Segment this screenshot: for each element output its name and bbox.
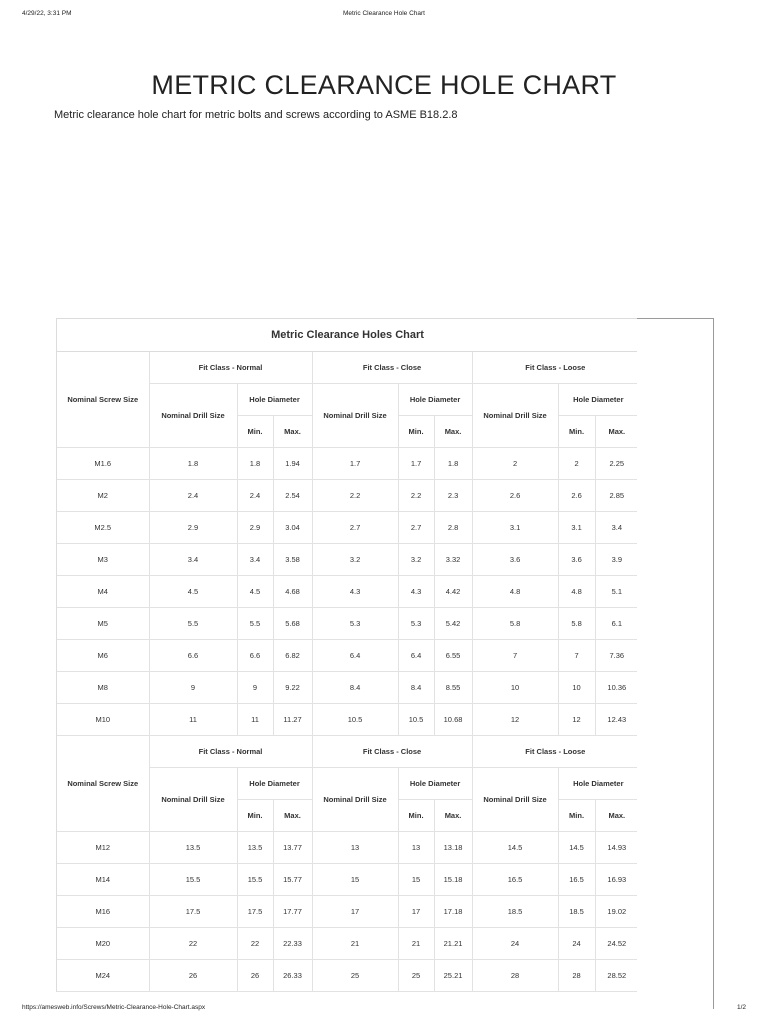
table-cell: 2	[472, 448, 558, 480]
table-cell: 28.52	[595, 960, 638, 992]
header-hole-diameter: Hole Diameter	[398, 384, 472, 416]
print-footer	[22, 1004, 746, 1014]
header-max: Max.	[273, 416, 312, 448]
page-title: METRIC CLEARANCE HOLE CHART	[151, 70, 617, 100]
header-min: Min.	[398, 800, 434, 832]
table-cell: 10.68	[434, 704, 472, 736]
table-cell: 24	[558, 928, 595, 960]
screw-size-cell: M16	[57, 896, 149, 928]
table-cell: 1.8	[237, 448, 273, 480]
table-row	[57, 448, 638, 480]
header-nominal-drill-size: Nominal Drill Size	[312, 768, 398, 832]
header-hole-diameter: Hole Diameter	[558, 768, 638, 800]
screw-size-cell: M14	[57, 864, 149, 896]
screw-size-cell: M6	[57, 640, 149, 672]
table-cell: 17.77	[273, 896, 312, 928]
table-cell: 25	[398, 960, 434, 992]
table-row	[57, 960, 638, 992]
table-cell: 2.7	[312, 512, 398, 544]
table-row	[57, 576, 638, 608]
table-cell: 15.5	[237, 864, 273, 896]
print-page-title: Metric Clearance Hole Chart	[342, 10, 425, 17]
table-cell: 12	[472, 704, 558, 736]
table-cell: 5.1	[595, 576, 638, 608]
screw-size-cell: M3	[57, 544, 149, 576]
header-max: Max.	[595, 416, 638, 448]
table-cell: 13.5	[149, 832, 237, 864]
table-cell: 13	[398, 832, 434, 864]
table-cell: 5.68	[273, 608, 312, 640]
table-cell: 18.5	[472, 896, 558, 928]
table-cell: 9.22	[273, 672, 312, 704]
table-cell: 2.4	[149, 480, 237, 512]
table-row	[57, 512, 638, 544]
screw-size-cell: M2	[57, 480, 149, 512]
table-cell: 3.32	[434, 544, 472, 576]
table-cell: 3.4	[149, 544, 237, 576]
header-nominal-drill-size: Nominal Drill Size	[149, 384, 237, 448]
table-cell: 15	[398, 864, 434, 896]
table-cell: 2.6	[558, 480, 595, 512]
table-cell: 2	[558, 448, 595, 480]
table-row	[57, 704, 638, 736]
table-cell: 1.7	[312, 448, 398, 480]
print-page-number: 1/2	[736, 1004, 746, 1011]
table-cell: 13.18	[434, 832, 472, 864]
table-row	[57, 608, 638, 640]
print-date: 4/29/22, 3:31 PM	[22, 10, 72, 17]
clearance-hole-table-container	[56, 318, 639, 992]
table-cell: 6.1	[595, 608, 638, 640]
table-cell: 15.77	[273, 864, 312, 896]
table-cell: 3.9	[595, 544, 638, 576]
table-cell: 3.4	[237, 544, 273, 576]
header-nominal-screw-size: Nominal Screw Size	[57, 736, 149, 832]
table-cell: 17.5	[237, 896, 273, 928]
table-cell: 19.02	[595, 896, 638, 928]
table-cell: 6.6	[237, 640, 273, 672]
table-row	[57, 672, 638, 704]
screw-size-cell: M1.6	[57, 448, 149, 480]
table-cell: 3.6	[558, 544, 595, 576]
table-cell: 5.5	[149, 608, 237, 640]
page-description: Metric clearance hole chart for metric bolts and screws according to ASME B18.2.8	[54, 109, 458, 121]
table-cell: 9	[237, 672, 273, 704]
table-cell: 15.5	[149, 864, 237, 896]
table-row	[57, 832, 638, 864]
table-cell: 2.6	[472, 480, 558, 512]
table-cell: 10.5	[312, 704, 398, 736]
table-cell: 15	[312, 864, 398, 896]
table-cell: 6.4	[398, 640, 434, 672]
table-cell: 9	[149, 672, 237, 704]
print-url: https://amesweb.info/Screws/Metric-Clearance-Hole-Chart.aspx	[22, 1004, 206, 1011]
table-cell: 3.6	[472, 544, 558, 576]
table-cell: 6.82	[273, 640, 312, 672]
table-cell: 3.1	[558, 512, 595, 544]
header-fit-loose: Fit Class - Loose	[472, 352, 638, 384]
table-cell: 8.4	[398, 672, 434, 704]
header-nominal-drill-size: Nominal Drill Size	[149, 768, 237, 832]
header-min: Min.	[237, 416, 273, 448]
screw-size-cell: M10	[57, 704, 149, 736]
table-cell: 2.2	[398, 480, 434, 512]
table-cell: 15.18	[434, 864, 472, 896]
table-cell: 24	[472, 928, 558, 960]
table-cell: 21	[312, 928, 398, 960]
table-cell: 1.8	[434, 448, 472, 480]
table-cell: 3.4	[595, 512, 638, 544]
header-hole-diameter: Hole Diameter	[237, 768, 312, 800]
table-cell: 22.33	[273, 928, 312, 960]
table-cell: 26.33	[273, 960, 312, 992]
header-min: Min.	[398, 416, 434, 448]
table-cell: 14.5	[558, 832, 595, 864]
table-cell: 13	[312, 832, 398, 864]
table-cell: 4.8	[472, 576, 558, 608]
header-min: Min.	[237, 800, 273, 832]
table-cell: 12	[558, 704, 595, 736]
header-max: Max.	[273, 800, 312, 832]
table-cell: 10.5	[398, 704, 434, 736]
table-cell: 26	[237, 960, 273, 992]
header-max: Max.	[434, 416, 472, 448]
clearance-hole-table	[57, 352, 638, 992]
table-cell: 6.55	[434, 640, 472, 672]
table-cell: 10	[558, 672, 595, 704]
table-row	[57, 640, 638, 672]
table-cell: 3.1	[472, 512, 558, 544]
header-fit-close: Fit Class - Close	[312, 352, 472, 384]
screw-size-cell: M2.5	[57, 512, 149, 544]
table-cell: 25	[312, 960, 398, 992]
table-cell: 28	[472, 960, 558, 992]
table-cell: 2.3	[434, 480, 472, 512]
header-max: Max.	[595, 800, 638, 832]
page-frame-edge	[637, 318, 714, 1009]
table-cell: 2.4	[237, 480, 273, 512]
screw-size-cell: M20	[57, 928, 149, 960]
screw-size-cell: M5	[57, 608, 149, 640]
print-header	[22, 10, 746, 22]
table-cell: 6.6	[149, 640, 237, 672]
screw-size-cell: M12	[57, 832, 149, 864]
table-row	[57, 864, 638, 896]
table-cell: 28	[558, 960, 595, 992]
table-cell: 2.9	[149, 512, 237, 544]
header-row-fit-class	[57, 352, 638, 384]
table-cell: 2.7	[398, 512, 434, 544]
table-cell: 24.52	[595, 928, 638, 960]
table-cell: 11	[237, 704, 273, 736]
table-cell: 10	[472, 672, 558, 704]
header-hole-diameter: Hole Diameter	[558, 384, 638, 416]
table-cell: 7.36	[595, 640, 638, 672]
header-row-fit-class	[57, 736, 638, 768]
table-cell: 7	[558, 640, 595, 672]
screw-size-cell: M8	[57, 672, 149, 704]
table-cell: 1.7	[398, 448, 434, 480]
table-cell: 13.77	[273, 832, 312, 864]
table-cell: 11	[149, 704, 237, 736]
header-fit-loose: Fit Class - Loose	[472, 736, 638, 768]
table-cell: 4.5	[237, 576, 273, 608]
table-cell: 2.54	[273, 480, 312, 512]
table-cell: 25.21	[434, 960, 472, 992]
table-cell: 4.8	[558, 576, 595, 608]
table-cell: 17	[398, 896, 434, 928]
table-cell: 5.3	[398, 608, 434, 640]
table-cell: 21	[398, 928, 434, 960]
table-cell: 2.8	[434, 512, 472, 544]
table-cell: 3.04	[273, 512, 312, 544]
table-cell: 17.18	[434, 896, 472, 928]
table-row	[57, 480, 638, 512]
header-fit-normal: Fit Class - Normal	[149, 736, 312, 768]
table-cell: 22	[149, 928, 237, 960]
table-cell: 5.5	[237, 608, 273, 640]
table-cell: 1.8	[149, 448, 237, 480]
table-cell: 3.2	[312, 544, 398, 576]
table-cell: 21.21	[434, 928, 472, 960]
table-cell: 16.5	[472, 864, 558, 896]
table-cell: 17	[312, 896, 398, 928]
header-fit-normal: Fit Class - Normal	[149, 352, 312, 384]
table-title: Metric Clearance Holes Chart	[57, 319, 638, 352]
table-cell: 17.5	[149, 896, 237, 928]
header-nominal-drill-size: Nominal Drill Size	[472, 768, 558, 832]
table-cell: 18.5	[558, 896, 595, 928]
table-cell: 16.93	[595, 864, 638, 896]
table-cell: 8.55	[434, 672, 472, 704]
header-fit-close: Fit Class - Close	[312, 736, 472, 768]
table-cell: 8.4	[312, 672, 398, 704]
table-cell: 4.5	[149, 576, 237, 608]
header-hole-diameter: Hole Diameter	[237, 384, 312, 416]
table-cell: 14.5	[472, 832, 558, 864]
header-nominal-screw-size: Nominal Screw Size	[57, 352, 149, 448]
table-cell: 4.42	[434, 576, 472, 608]
table-cell: 14.93	[595, 832, 638, 864]
table-cell: 5.3	[312, 608, 398, 640]
table-cell: 1.94	[273, 448, 312, 480]
header-min: Min.	[558, 416, 595, 448]
table-cell: 6.4	[312, 640, 398, 672]
header-max: Max.	[434, 800, 472, 832]
table-cell: 4.3	[312, 576, 398, 608]
table-cell: 5.42	[434, 608, 472, 640]
header-nominal-drill-size: Nominal Drill Size	[472, 384, 558, 448]
table-cell: 11.27	[273, 704, 312, 736]
table-cell: 22	[237, 928, 273, 960]
table-cell: 3.58	[273, 544, 312, 576]
table-cell: 5.8	[472, 608, 558, 640]
screw-size-cell: M24	[57, 960, 149, 992]
table-row	[57, 928, 638, 960]
table-cell: 2.25	[595, 448, 638, 480]
table-cell: 16.5	[558, 864, 595, 896]
table-cell: 2.2	[312, 480, 398, 512]
table-row	[57, 896, 638, 928]
table-cell: 4.68	[273, 576, 312, 608]
table-cell: 12.43	[595, 704, 638, 736]
table-cell: 7	[472, 640, 558, 672]
table-cell: 2.85	[595, 480, 638, 512]
table-cell: 3.2	[398, 544, 434, 576]
table-cell: 2.9	[237, 512, 273, 544]
header-hole-diameter: Hole Diameter	[398, 768, 472, 800]
table-cell: 26	[149, 960, 237, 992]
table-cell: 10.36	[595, 672, 638, 704]
table-cell: 13.5	[237, 832, 273, 864]
table-row	[57, 544, 638, 576]
table-cell: 4.3	[398, 576, 434, 608]
header-min: Min.	[558, 800, 595, 832]
table-cell: 5.8	[558, 608, 595, 640]
screw-size-cell: M4	[57, 576, 149, 608]
header-nominal-drill-size: Nominal Drill Size	[312, 384, 398, 448]
